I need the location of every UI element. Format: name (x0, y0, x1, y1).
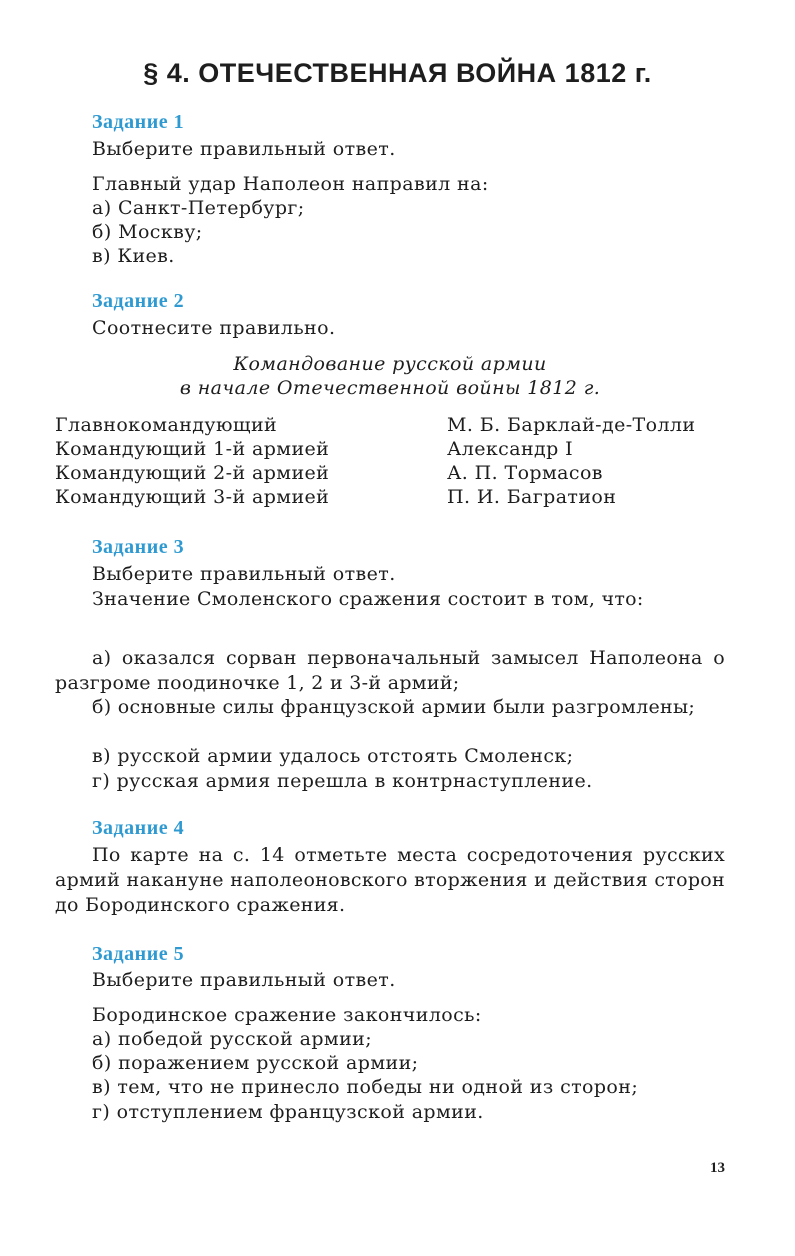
task-3-option-d: г) русская армия перешла в контрнаступление. (92, 770, 593, 792)
task-2-instruction: Соотнесите правильно. (92, 317, 336, 339)
table-right-cell: А. П. Тормасов (447, 462, 603, 484)
task-4-text: По карте на с. 14 отметьте места сосредоточения русских армий накануне наполеоновского вторжения и действия сторон до Бородинского сражения. (55, 844, 725, 916)
task-1-heading: Задание 1 (92, 111, 185, 133)
task-5-option-c: в) тем, что не принесло победы ни одной из сторон; (92, 1076, 639, 1098)
task-2-heading: Задание 2 (92, 290, 185, 312)
task-1-instruction: Выберите правильный ответ. (92, 138, 396, 160)
page-number: 13 (710, 1160, 725, 1176)
task-1-question: Главный удар Наполеон направил на: (92, 173, 489, 195)
table-left-cell: Командующий 1-й армией (55, 438, 330, 460)
task-3-option-a: а) оказался сорван первоначальный замысел Наполеона о разгроме поодиночке 1, 2 и 3-й армий; (55, 647, 725, 694)
task-5-instruction: Выберите правильный ответ. (92, 969, 396, 991)
table-right-cell: Александр I (447, 438, 574, 460)
table-left-cell: Командующий 2-й армией (55, 462, 330, 484)
table-left-cell: Главнокомандующий (55, 414, 278, 436)
task-5-option-a: а) победой русской армии; (92, 1028, 373, 1050)
task-1-option-b: б) Москву; (92, 221, 203, 243)
table-right-cell: М. Б. Барклай-де-Толли (447, 414, 696, 436)
task-4-heading: Задание 4 (92, 817, 185, 839)
task-3-option-b: б) основные силы французской армии были разгромлены; (92, 696, 696, 718)
task-5-question: Бородинское сражение закончилось: (92, 1004, 482, 1026)
task-5-option-d: г) отступлением французской армии. (92, 1101, 484, 1123)
task-3-option-c: в) русской армии удалось отстоять Смоленск; (92, 745, 574, 767)
table-caption-line-1: Командование русской армии (233, 353, 547, 375)
task-3-question: Значение Смоленского сражения состоит в том, что: (92, 588, 644, 610)
task-3-instruction: Выберите правильный ответ. (92, 563, 396, 585)
task-3-heading: Задание 3 (92, 536, 185, 558)
table-right-cell: П. И. Багратион (447, 486, 617, 508)
table-left-cell: Командующий 3-й армией (55, 486, 330, 508)
task-1-option-a: а) Санкт-Петербург; (92, 197, 305, 219)
task-5-heading: Задание 5 (92, 943, 185, 965)
task-1-option-c: в) Киев. (92, 245, 175, 267)
page-title: § 4. ОТЕЧЕСТВЕННАЯ ВОЙНА 1812 г. (143, 58, 652, 88)
table-caption-line-2: в начале Отечественной войны 1812 г. (179, 377, 601, 399)
task-5-option-b: б) поражением русской армии; (92, 1052, 419, 1074)
